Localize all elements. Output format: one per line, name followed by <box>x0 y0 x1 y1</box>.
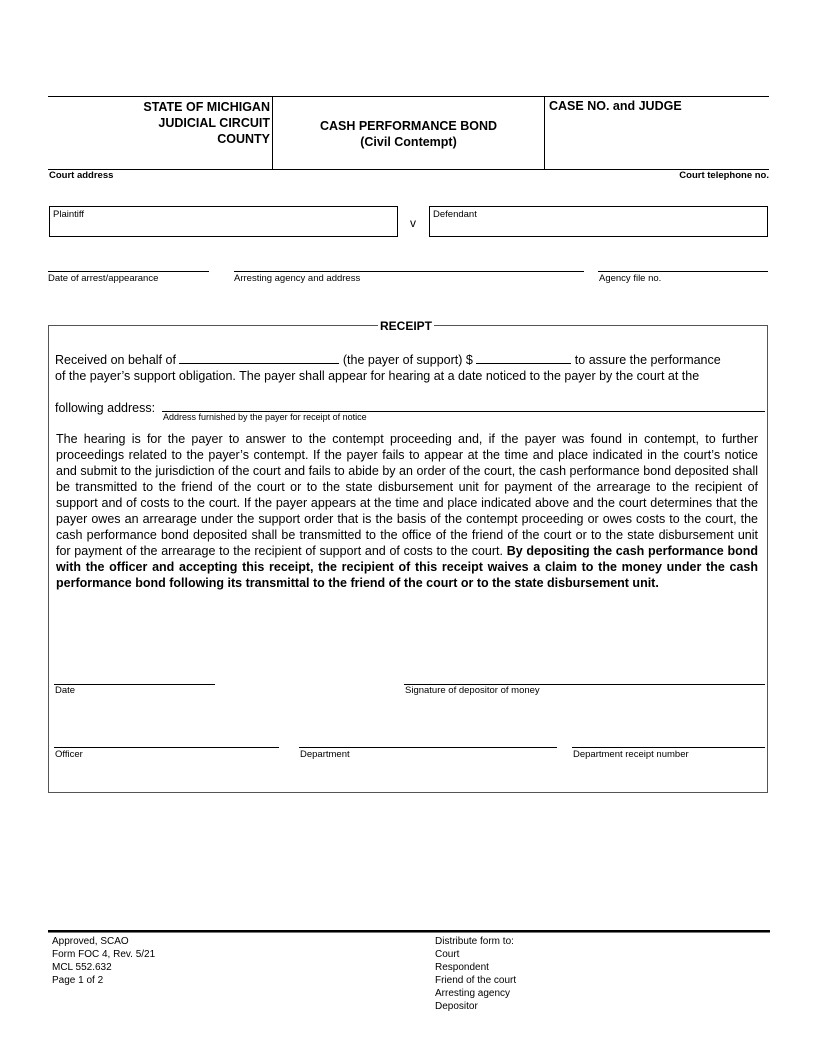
receipt-terms: The hearing is for the payer to answer to the contempt proceeding and, if the payer was found in contempt, to further proceedings related to the payer’s contempt. If the payer fails to appear at the time and place indicated in the court’s notice and submit to the jurisdiction of the court and fails to abide by an order of the court, the cash performance bond deposited shall be transmitted to the friend of the court or to the state disbursement unit for payment of the arrearage to the recipient of support and of costs to the court. If the payer appears at the time and place indicated above and the court determines that the payer owes an arrearage under the support order that is the basis of the contempt proceeding or owes costs to the court, the cash performance bond deposited shall be transmitted to the office of the friend of the court or to the state disbursement unit for payment of the arrearage to the recipient of support and of costs to the court. By depositing the cash performance bond with the officer and accepting this receipt, the recipient of this receipt waives a claim to the money under the cash performance bond following its transmittal to the friend of the court or to the state disbursement unit. <box>56 432 758 590</box>
court-address-label: Court address <box>49 170 114 181</box>
signature-label: Signature of depositor of money <box>405 685 540 696</box>
form-number: Form FOC 4, Rev. 5/21 <box>52 949 156 960</box>
arresting-agency-line[interactable] <box>234 271 584 272</box>
payer-name-field[interactable] <box>179 352 339 364</box>
distribute-label: Distribute form to: <box>435 936 514 947</box>
plaintiff-field[interactable] <box>49 206 398 237</box>
dept-receipt-label: Department receipt number <box>573 749 689 760</box>
defendant-field[interactable] <box>429 206 768 237</box>
state-of-michigan: STATE OF MICHIGAN <box>143 100 270 114</box>
officer-label: Officer <box>55 749 83 760</box>
caption-divider <box>544 97 545 169</box>
judicial-circuit-field[interactable]: JUDICIAL CIRCUIT <box>158 116 270 130</box>
distribute-item: Depositor <box>435 1001 478 1012</box>
following-address-label: following address: <box>55 401 156 415</box>
department-label: Department <box>300 749 350 760</box>
receipt-paragraph-1: Received on behalf of (the payer of support) $ to assure the performance <box>55 353 721 367</box>
county-field[interactable]: COUNTY <box>217 132 270 146</box>
arrest-date-line[interactable] <box>48 271 209 272</box>
arresting-agency-label: Arresting agency and address <box>234 273 361 284</box>
distribute-item: Respondent <box>435 962 489 973</box>
defendant-label: Defendant <box>433 209 477 220</box>
receipt-paragraph-1-line2: of the payer’s support obligation. The payer shall appear for hearing at a date noticed to the payer by the court at the <box>55 369 700 383</box>
distribute-item: Friend of the court <box>435 975 517 986</box>
footer-distribution <box>435 935 516 1013</box>
mcl-reference: MCL 552.632 <box>52 962 112 973</box>
versus-label: v <box>410 216 416 230</box>
agency-file-line[interactable] <box>598 271 768 272</box>
distribute-item: Court <box>435 949 460 960</box>
address-caption: Address furnished by the payer for receipt of notice <box>163 412 367 422</box>
case-no-judge-field[interactable]: CASE NO. and JUDGE <box>549 99 682 113</box>
distribute-item: Arresting agency <box>435 988 511 999</box>
approved-text: Approved, SCAO <box>52 936 129 947</box>
officer-line[interactable] <box>54 747 279 748</box>
date-line[interactable] <box>54 684 215 685</box>
amount-field[interactable] <box>476 352 571 364</box>
agency-file-label: Agency file no. <box>599 273 662 284</box>
department-line[interactable] <box>299 747 557 748</box>
page-number: Page 1 of 2 <box>52 975 104 986</box>
footer-left <box>52 935 155 987</box>
form-title: CASH PERFORMANCE BOND <box>319 119 498 133</box>
date-label: Date <box>55 685 76 696</box>
footer-rule <box>48 930 770 933</box>
form-subtitle: (Civil Contempt) <box>360 135 457 149</box>
plaintiff-label: Plaintiff <box>53 209 84 220</box>
receipt-waiver: By depositing the cash performance bond with the officer and accepting this receipt, the recipient of this receipt waives a claim to the money under the cash performance bond following its transmittal to the friend of the court or to the state disbursement unit. <box>56 544 758 590</box>
dept-receipt-line[interactable] <box>572 747 765 748</box>
court-telephone-label: Court telephone no. <box>679 170 769 181</box>
receipt-title: RECEIPT <box>380 319 433 333</box>
arrest-date-label: Date of arrest/appearance <box>48 273 159 284</box>
